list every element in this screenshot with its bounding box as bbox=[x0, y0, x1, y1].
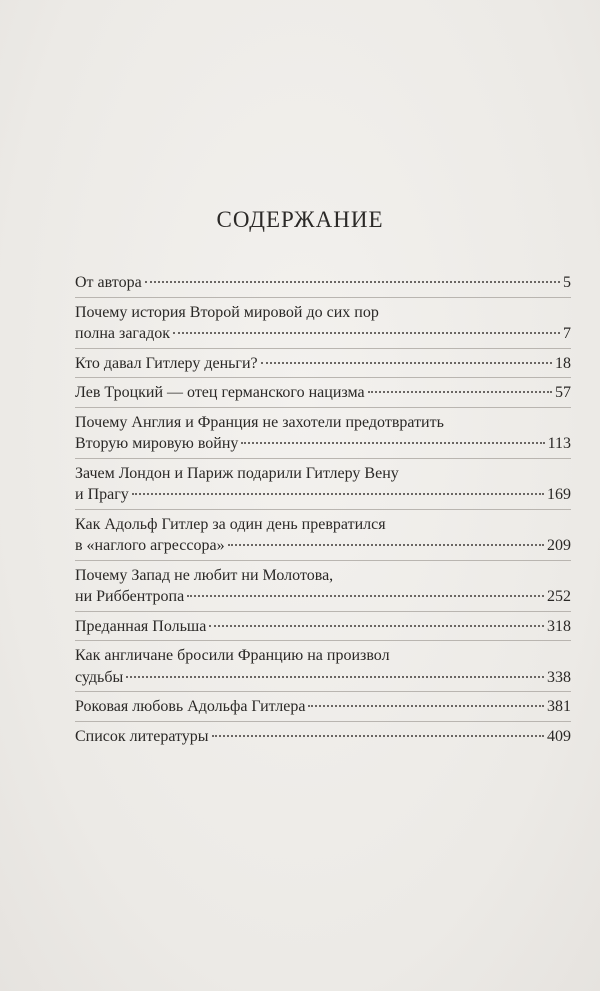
toc-page-number: 318 bbox=[547, 617, 571, 635]
toc-entry-title: От автора bbox=[75, 274, 142, 291]
dot-leader bbox=[241, 442, 544, 444]
toc-entry-title: Список литературы bbox=[75, 727, 209, 745]
toc-entry bbox=[75, 412, 571, 455]
dot-leader bbox=[228, 544, 544, 546]
toc-entry bbox=[75, 616, 571, 638]
toc-entry bbox=[75, 302, 571, 345]
toc-page-number: 113 bbox=[547, 435, 571, 452]
toc-page-number: 209 bbox=[547, 537, 571, 554]
entry-separator bbox=[75, 407, 571, 408]
toc-page-number: 18 bbox=[555, 354, 571, 372]
dot-leader bbox=[261, 362, 552, 364]
dot-leader bbox=[126, 676, 544, 678]
entry-separator bbox=[75, 721, 571, 722]
toc-page-number: 7 bbox=[563, 325, 571, 342]
entry-separator bbox=[75, 611, 571, 612]
toc-entry-title: ни Риббентропа bbox=[75, 588, 185, 605]
toc-page-number: 169 bbox=[547, 486, 571, 503]
toc-entry-title: Преданная Польша bbox=[75, 617, 207, 635]
toc-entry bbox=[75, 696, 571, 718]
toc-entry bbox=[75, 463, 571, 506]
toc-entry bbox=[75, 565, 571, 608]
entry-separator bbox=[75, 377, 571, 378]
toc-entry-title: Почему история Второй мировой до сих пор bbox=[75, 303, 379, 321]
entry-separator bbox=[75, 348, 571, 349]
toc-page-number: 381 bbox=[547, 698, 571, 715]
dot-leader bbox=[145, 281, 560, 283]
entry-separator bbox=[75, 509, 571, 510]
toc-entry-title: в «наглого агрессора» bbox=[75, 537, 225, 554]
dot-leader bbox=[173, 332, 560, 334]
toc-entry-title: полна загадок bbox=[75, 325, 170, 342]
toc-page-number: 338 bbox=[547, 668, 571, 686]
toc-entry bbox=[75, 645, 571, 688]
entry-separator bbox=[75, 560, 571, 561]
toc-entry-title: Как Адольф Гитлер за один день превратился bbox=[75, 515, 386, 533]
toc-entry-title: Почему Запад не любит ни Молотова, bbox=[75, 566, 334, 584]
table-of-contents bbox=[75, 272, 571, 747]
entry-separator bbox=[75, 297, 571, 298]
entry-separator bbox=[75, 640, 571, 641]
toc-entry bbox=[75, 514, 571, 557]
toc-entry bbox=[75, 353, 571, 375]
toc-entry-title: Роковая любовь Адольфа Гитлера bbox=[75, 698, 306, 715]
toc-page-number: 57 bbox=[555, 384, 571, 401]
toc-entry-title: и Прагу bbox=[75, 486, 129, 503]
dot-leader bbox=[308, 705, 544, 707]
toc-entry-title: судьбы bbox=[75, 668, 124, 686]
toc-entry-title: Вторую мировую войну bbox=[75, 435, 239, 452]
dot-leader bbox=[368, 391, 552, 393]
page-title: СОДЕРЖАНИЕ bbox=[216, 207, 384, 232]
toc-page-number: 252 bbox=[547, 588, 571, 605]
toc-entry-title: Лев Троцкий — отец германского нацизма bbox=[75, 384, 365, 401]
entry-separator bbox=[75, 691, 571, 692]
toc-entry bbox=[75, 726, 571, 748]
dot-leader bbox=[187, 595, 544, 597]
toc-entry bbox=[75, 382, 571, 404]
toc-entry-title: Кто давал Гитлеру деньги? bbox=[75, 354, 258, 372]
toc-entry-title: Зачем Лондон и Париж подарили Гитлеру Вену bbox=[75, 464, 399, 482]
dot-leader bbox=[132, 493, 544, 495]
toc-entry-title: Почему Англия и Франция не захотели предотвратить bbox=[75, 413, 444, 431]
toc-page-number: 5 bbox=[563, 274, 571, 291]
entry-separator bbox=[75, 458, 571, 459]
dot-leader bbox=[212, 735, 544, 737]
dot-leader bbox=[209, 625, 544, 627]
toc-entry-title: Как англичане бросили Францию на произвол bbox=[75, 647, 390, 664]
toc-page-number: 409 bbox=[547, 727, 571, 745]
toc-entry bbox=[75, 272, 571, 294]
